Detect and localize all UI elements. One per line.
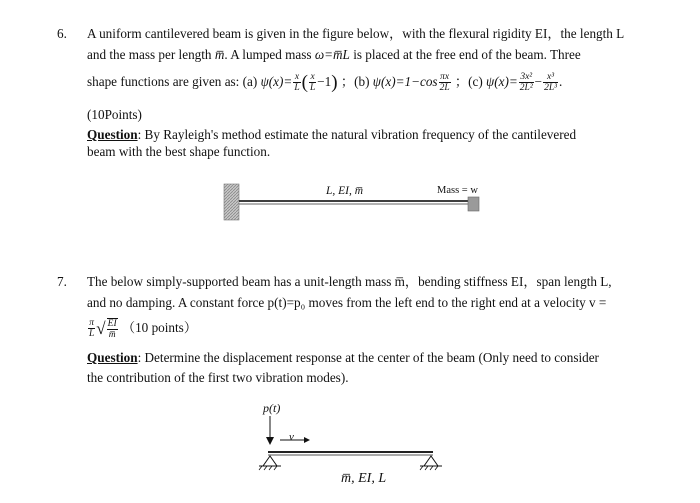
shape-fn-c-den1: 2L² xyxy=(519,83,533,94)
q7-question-line1: : Determine the displacement response at the center of the beam (Only need to consider xyxy=(137,350,599,365)
q7-number: 7. xyxy=(57,274,67,289)
tip-mass-label: Mass = w xyxy=(437,185,478,196)
q6-question xyxy=(87,126,576,143)
cantilever-beam-label: L, EI, m̅ xyxy=(326,185,364,197)
q7-question-label: Question xyxy=(87,350,138,365)
velocity-sqrt-num: EI xyxy=(107,318,117,329)
q7-question-line2: the contribution of the first two vibration modes). xyxy=(87,370,349,385)
q7-line1: The below simply-supported beam has a unit-length mass m̅，bending stiffness EI，span length L, xyxy=(87,274,612,289)
shape-fn-a-inner-frac xyxy=(309,72,316,93)
velocity-arrow-icon xyxy=(304,437,310,443)
right-pin-support-icon xyxy=(424,456,438,466)
q6-line2-eq: ω=m̅L xyxy=(314,47,350,62)
shape-fn-b-num: πx xyxy=(440,72,450,83)
tip-lumped-mass xyxy=(468,197,479,211)
q6-question-label: Question xyxy=(87,127,138,142)
q6-number: 6. xyxy=(57,26,67,41)
q6-shape-functions: shape functions are given as: (a) ψ(x)= $\frac{x}{L}$ ( $\frac{x}{L}$ −1) ；(b) ψ(x)=1−cos $\frac{\pi x}{2L}$ ；(c) ψ(x)= $\frac{\text{3x²}}{\text{2L²}}$ − $\frac{\text{x³}}{\text{2L³}}$ . xyxy=(87,71,563,94)
q7-line2: and no damping. A constant force p(t)=p₀ moves from the left end to the right end at a velocity v = xyxy=(87,295,607,310)
shape-fn-c-frac1 xyxy=(519,72,534,93)
q6-line2-a: and the mass per length xyxy=(87,47,212,62)
velocity-frac-num: π xyxy=(89,318,95,329)
velocity-sqrt-den: m̅ xyxy=(108,329,116,340)
shape-fn-b-lhs: ψ(x)=1−cos xyxy=(372,74,438,89)
velocity-sqrt-frac xyxy=(107,318,118,340)
q6-question-line1: : By Rayleigh's method estimate the natural vibration frequency of the cantilevered xyxy=(137,127,577,142)
shape-fn-c-minus: − xyxy=(534,74,543,89)
shape-fn-c-den2: 2L³ xyxy=(544,83,557,94)
q6-line2-c: is placed at the free end of the beam. Three xyxy=(353,47,581,62)
shape-fn-c-num1: 3x² xyxy=(520,72,533,83)
moving-force-label: p(t) xyxy=(263,401,281,415)
shape-fn-c-num2: x³ xyxy=(543,72,558,83)
q6-line2-m: m̅ xyxy=(214,47,225,62)
fixed-support-wall xyxy=(224,184,239,220)
shape-fn-a-frac xyxy=(293,72,300,93)
shape-fn-a-num: x xyxy=(294,72,300,83)
q6-line3-intro: shape functions are given as: (a) xyxy=(87,74,258,89)
left-pin-support-icon xyxy=(263,456,277,466)
shape-fn-a-tail: −1 xyxy=(317,74,332,89)
q6-sep1: ；(b) xyxy=(340,74,370,89)
shape-fn-c-lhs: ψ(x)= xyxy=(486,74,518,89)
q7-question xyxy=(87,349,599,366)
velocity-label: v xyxy=(289,431,294,443)
q6-line2-b: . A lumped mass xyxy=(224,47,312,62)
q7-points: （10 points） xyxy=(121,320,198,335)
shape-fn-c-frac2 xyxy=(543,72,558,93)
shape-fn-a-den: L xyxy=(294,83,300,94)
sqrt-icon: √ xyxy=(96,318,106,338)
shape-fn-a-lhs: ψ(x)= xyxy=(260,74,293,89)
shape-fn-a-inner-num: x xyxy=(310,72,315,83)
q7-velocity-expr xyxy=(87,315,197,341)
velocity-frac-den: L xyxy=(89,329,95,340)
velocity-pi-over-l xyxy=(88,318,95,339)
q6-sep2: ；(c) xyxy=(454,74,483,89)
simply-supported-figure xyxy=(250,414,450,472)
shape-fn-c-end: . xyxy=(559,74,563,89)
q6-line1: A uniform cantilevered beam is given in the figure below，with the flexural rigidity EI，the length L xyxy=(87,26,625,41)
shape-fn-b-frac xyxy=(439,72,451,93)
q6-line2 xyxy=(87,46,581,63)
shape-fn-b-den: 2L xyxy=(439,83,450,94)
force-arrow-icon xyxy=(266,437,274,445)
q6-question-line2: beam with the best shape function. xyxy=(87,144,271,159)
ss-beam-label: m̅, EI, L xyxy=(341,471,387,486)
q6-points: (10Points) xyxy=(87,107,142,122)
shape-fn-a-inner-den: L xyxy=(309,83,316,94)
